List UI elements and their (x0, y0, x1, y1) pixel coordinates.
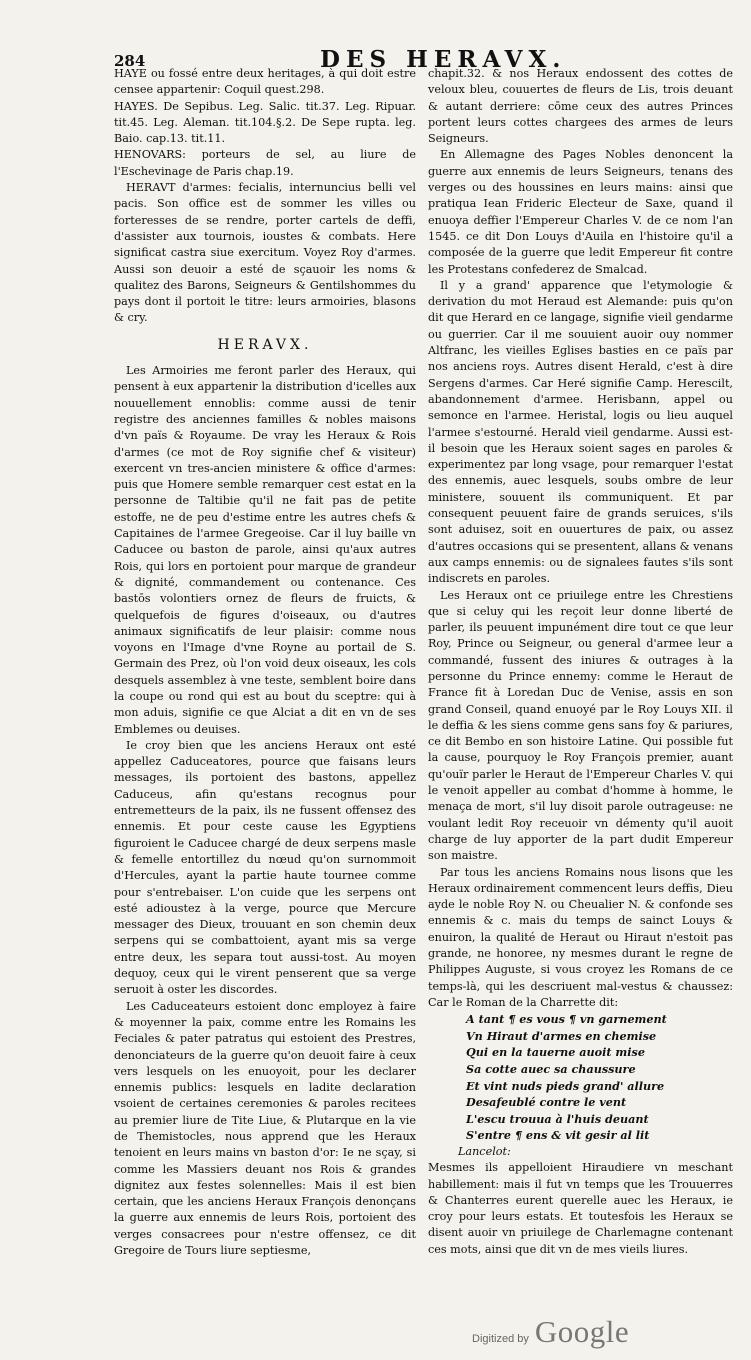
verse-line: Desafeublé contre le vent (466, 1095, 627, 1110)
paragraph: Les Heraux ont ce priuilege entre les Chrestiens que si celuy qui les reçoit leur donne liberté de parler, ils peuuent impunément dire tout ce que leur Roy, Prince ou Seigneur, ou general d'armee leur a commandé, fussent des iniures & outrages à la personne du Prince ennemy: comme le Heraut de France fit à Loredan Duc de Venise, assis en son grand Conseil, quand enuoyé par le Roy Louys XII. il le deffia & les siens comme gens sans foy & pariures, ce dit Bembo en son histoire Latine. Qui possible fut la cause, pourquoy le Roy François premier, auant qu'ouïr parler le Heraut de l'Empereur Charles V. qui le venoit appeller au combat d'homme à homme, le menaça de mort, s'il luy disoit parole outrageuse: ne voulant ledit Roy receuoir vn démenty qu'il auoit charge de luy apporter de la part dudit Empereur son maistre. (428, 588, 733, 863)
page-number: 284 (114, 52, 146, 70)
verse-line: Vn Hiraut d'armes en chemise (466, 1028, 657, 1043)
paragraph: Les Armoiries me feront parler des Heraux, qui pensent à eux appartenir la distribution d'icelles aux nouuellement ennoblis: comme aussi de tenir registre des anciennes familles & nobles maisons d'vn païs & Royaume. De vray les Heraux & Rois d'armes (ce mot de Roy signifie chef & visiteur) exercent vn tres-ancien ministere & office d'armes: puis que Homere semble remarquer cest estat en la personne de Taltibie qu'il ne fait pas de petite estoffe, ne de peu d'estime entre les autres chefs & Capitaines de l'armee Gregeoise. Car il luy baille vn Caducee ou baston de parole, ainsi qu'aux autres Rois, qui lors en portoient pour marque de grandeur & dignité, commandement ou contenance. Ces bastōs volontiers ornez de fleurs de fruicts, & quelquefois de figures d'oiseaux, ou d'autres animaux significatifs de leur plaisir: comme nous voyons en l'Image d'vne Royne au portail de S. Germain des Prez, où l'on void deux oiseaux, les cols desquels assemblez à vne teste, semblent boire dans la coupe ou rond qui est au bout du sceptre: qui à mon aduis, signifie ce que Alciat a dit en vn de ses Emblemes ou deuises. (114, 364, 416, 736)
dictionary-entry: HERAVT d'armes: fecialis, internuncius belli vel pacis. Son office est de sommer les villes ou forteresses de se rendre, porter cartels de deffi, d'assister aux tournois, ioustes & combats. Here significat castra siue exercitum. Voyez Roy d'armes. Aussi son deuoir a esté de sçauoir les noms & qualitez des Barons, Seigneurs & Gentilshommes du pays dont il portoit le titre: leurs armoiries, blasons & cry. (114, 181, 416, 325)
verse-line: Sa cotte auec sa chaussure (466, 1062, 636, 1076)
paragraph: Les Caduceateurs estoient donc employez à faire & moyenner la paix, comme entre les Romains les Feciales & pater patratus qui estoient des Prestres, denonciateurs de la guerre qu'on deuoit faire à ceux vers lesquels on les enuoyoit, pour les declarer ennemis publics: lesquels en ladite declaration vsoient de certaines ceremonies & paroles recitees au premier liure de Tite Liue, & Plutarque en la vie de Themistocles, nous apprend que les Heraux tenoient en leurs mains vn baston d'or: Ie ne sçay, si comme les Massiers deuant nos Rois & grandes dignitez aux festes solennelles: Mais il est bien certain, que les anciens Heraux François denonçans la guerre aux ennemis de leurs Rois, portoient des verges consacrees pour n'estre offensez, ce dit Gregoire de Tours liure septiesme, (114, 999, 416, 1258)
digitized-by-label: Digitized by (472, 1333, 529, 1345)
digitization-watermark (472, 1314, 629, 1350)
paragraph: Mesmes ils appelloient Hiraudiere vn meschant habillement: mais il fut vn temps que les Trouuerres & Chanterres eurent querelle auec les Heraux, ie croy pour leurs estats. Et toutesfois les Heraux se disent auoir vn priuilege de Charlemagne contenant ces mots, ainsi que dit vn de mes vieils liures. (428, 1161, 733, 1256)
verse-line: L'escu trouua à l'huis deuant (466, 1111, 649, 1126)
verse-line: Qui en la tauerne auoit mise (466, 1045, 645, 1060)
paragraph: Ie croy bien que les anciens Heraux ont esté appellez Caduceatores, pource que faisans leurs messages, ils portoient des bastons, appellez Caduceus, afin qu'estans recognus pour entremetteurs de la paix, ils ne fussent offensez des ennemis. Et pour ceste cause les Egyptiens figuroient le Caducee chargé de deux serpens masle & femelle entortillez du nœud qu'on surnommoit d'Hercules, ayant la partie haute tournee comme pour s'entrebaiser. L'on cuide que les serpens ont esté adioustez à la verge, pource que Mercure messager des Dieux, trouuant en son chemin deux serpens qui se combattoient, ayant mis sa verge entre deux, les separa tout aussi-tost. Au moyen dequoy, ceux qui le virent penserent que sa verge seruoit à oster les discordes. (114, 738, 416, 997)
paragraph: Il y a grand' apparence que l'etymologie & derivation du mot Heraud est Alemande: puis qu'on dit que Herard en ce langage, signifie vieil gendarme ou guerrier. Car il me souuient auoir ouy nommer Altfranc, les vieilles Eglises basties en ce païs par nos anciens roys. Autres disent Herald, c'est à dire Sergens d'armes. Car Heré signifie Camp. Herescilt, abandonnement d'armee. Herisbann, appel ou semonce en l'armee. Heristal, logis ou lieu auquel l'armee s'estourné. Herald vieil gendarme. Aussi est-il besoin que les Heraux soient sages en paroles & experimentez par long vsage, pour remarquer l'estat des ennemis, auec lesquels, soubs ombre de leur ministere, souuent ils communiquent. Et par consequent peuuent faire de grands seruices, s'ils sont aduisez, soit en ouuertures de paix, ou assez d'autres occasions qui se presentent, allans & venans aux camps ennemis: ou de signalees fautes s'ils sont indiscrets en paroles. (428, 278, 733, 586)
paragraph: Par tous les anciens Romains nous lisons que les Heraux ordinairement commencent leurs deffis, Dieu ayde le noble Roy N. ou Cheualier N. & confonde ses ennemis & c. mais du temps de sainct Louys & enuiron, la qualité de Heraut ou Hiraut n'estoit pas grande, ne honoree, ny mesmes durant le regne de Philippes Auguste, si vous croyez les Romans de ce temps-là, qui les descriuent mal-vestus & chaussez: Car le Roman de la Charrette dit: (428, 865, 733, 1009)
verse-line: Et vint nuds pieds grand' allure (466, 1078, 665, 1093)
section-heading: HERAVX. (217, 336, 313, 353)
right-column (428, 66, 733, 1258)
dictionary-entry: HENOVARS: porteurs de sel, au liure de l'Eschevinage de Paris chap.19. (114, 148, 416, 178)
paragraph: chapit.32. & nos Heraux endossent des cottes de veloux bleu, couuertes de fleurs de Lis, trois deuant & autant derriere: cōme ceux des autres Princes portent leurs cottes chargees des armes de leurs Seigneurs. (428, 67, 733, 146)
dictionary-entry: HAYE ou fossé entre deux heritages, à qui doit estre censee appartenir: Coquil quest.298. (114, 67, 416, 97)
google-logo: Google (534, 1314, 630, 1349)
dictionary-entry: HAYES. De Sepibus. Leg. Salic. tit.37. Leg. Ripuar. tit.45. Leg. Aleman. tit.104.§.2. De Sepe rupta. leg. Baio. cap.13. tit.11. (114, 99, 416, 146)
left-column (114, 66, 416, 1259)
verse-line: S'entre ¶ ens & vit gesir al lit (466, 1128, 650, 1143)
running-title: DES HERAVX. (320, 46, 567, 73)
verse-line: A tant ¶ es vous ¶ vn garnement (466, 1012, 667, 1027)
paragraph: En Allemagne des Pages Nobles denoncent la guerre aux ennemis de leurs Seigneurs, tenans des verges ou des houssines en leurs mains: ainsi que pratiqua Iean Frideric Electeur de Saxe, quand il enuoya deffier l'Empereur Charles V. de ce nom l'an 1545. ce dit Don Louys d'Auila en l'histoire qu'il a composée de la guerre que ledit Empereur fit contre les Protestans confederez de Smalcad. (428, 148, 733, 276)
page-header (0, 4, 751, 73)
verse-source: Lancelot: (458, 1144, 511, 1158)
